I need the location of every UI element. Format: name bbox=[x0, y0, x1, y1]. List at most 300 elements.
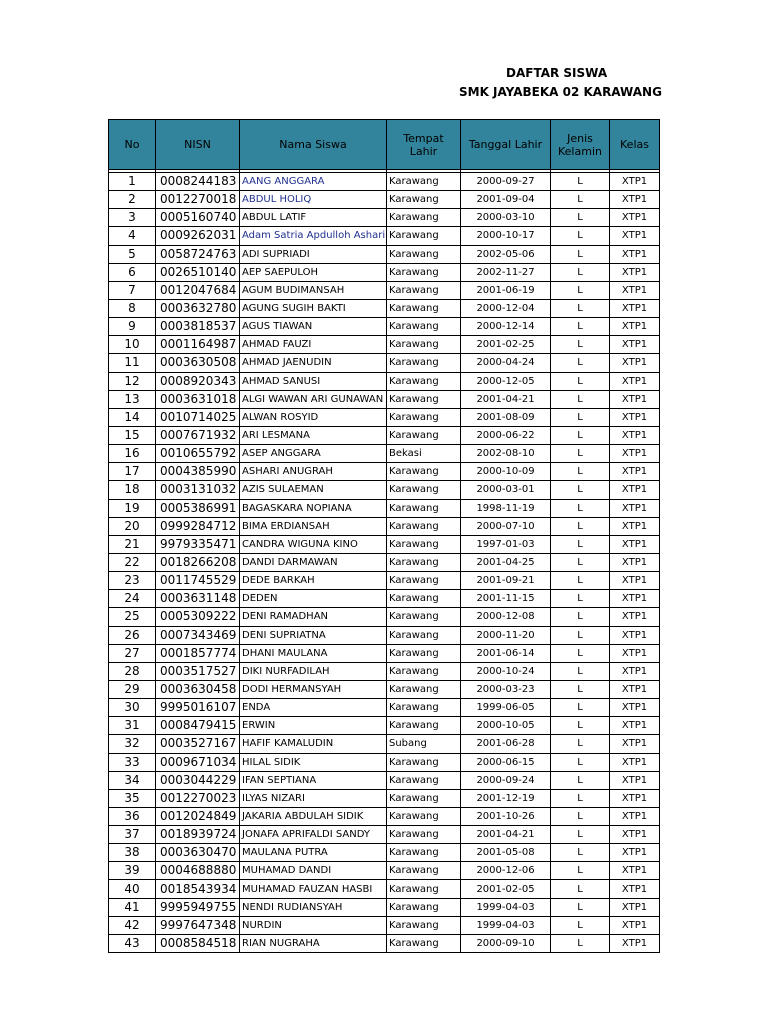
cell-nama-siswa: AEP SAEPULOH bbox=[240, 263, 387, 281]
cell-kelas: XTP1 bbox=[610, 445, 660, 463]
cell-nisn: 9997647348 bbox=[156, 916, 240, 934]
cell-tempat-lahir: Karawang bbox=[387, 934, 461, 952]
cell-kelas: XTP1 bbox=[610, 245, 660, 263]
cell-nama-siswa: ALWAN ROSYID bbox=[240, 408, 387, 426]
cell-jenis-kelamin: L bbox=[551, 390, 610, 408]
cell-kelas: XTP1 bbox=[610, 299, 660, 317]
cell-kelas: XTP1 bbox=[610, 281, 660, 299]
table-row bbox=[109, 517, 660, 535]
cell-tanggal-lahir: 2000-09-10 bbox=[461, 934, 551, 952]
table-row bbox=[109, 572, 660, 590]
cell-jenis-kelamin: L bbox=[551, 735, 610, 753]
cell-tanggal-lahir: 2002-11-27 bbox=[461, 263, 551, 281]
cell-no: 6 bbox=[109, 263, 156, 281]
cell-jenis-kelamin: L bbox=[551, 934, 610, 952]
cell-no: 21 bbox=[109, 535, 156, 553]
cell-kelas: XTP1 bbox=[610, 699, 660, 717]
cell-tanggal-lahir: 2000-12-04 bbox=[461, 299, 551, 317]
cell-nisn: 0012270023 bbox=[156, 789, 240, 807]
cell-nisn: 0999284712 bbox=[156, 517, 240, 535]
cell-nama-siswa: AZIS SULAEMAN bbox=[240, 481, 387, 499]
cell-tempat-lahir: Karawang bbox=[387, 807, 461, 825]
cell-tanggal-lahir: 2001-09-21 bbox=[461, 572, 551, 590]
cell-tempat-lahir: Karawang bbox=[387, 209, 461, 227]
cell-nama-siswa: ABDUL LATIF bbox=[240, 209, 387, 227]
cell-tempat-lahir: Karawang bbox=[387, 463, 461, 481]
cell-no: 25 bbox=[109, 608, 156, 626]
cell-jenis-kelamin: L bbox=[551, 191, 610, 209]
table-row bbox=[109, 626, 660, 644]
cell-no: 5 bbox=[109, 245, 156, 263]
cell-tanggal-lahir: 2000-03-23 bbox=[461, 680, 551, 698]
table-row bbox=[109, 898, 660, 916]
cell-tanggal-lahir: 1998-11-19 bbox=[461, 499, 551, 517]
cell-tempat-lahir: Karawang bbox=[387, 191, 461, 209]
cell-nama-siswa: BAGASKARA NOPIANA bbox=[240, 499, 387, 517]
cell-nama-siswa: MUHAMAD FAUZAN HASBI bbox=[240, 880, 387, 898]
cell-nama-siswa: BIMA ERDIANSAH bbox=[240, 517, 387, 535]
cell-tanggal-lahir: 2001-04-21 bbox=[461, 826, 551, 844]
cell-nisn: 9995016107 bbox=[156, 699, 240, 717]
cell-no: 33 bbox=[109, 753, 156, 771]
table-row bbox=[109, 263, 660, 281]
cell-jenis-kelamin: L bbox=[551, 463, 610, 481]
cell-kelas: XTP1 bbox=[610, 680, 660, 698]
cell-tempat-lahir: Karawang bbox=[387, 862, 461, 880]
cell-tempat-lahir: Karawang bbox=[387, 281, 461, 299]
cell-kelas: XTP1 bbox=[610, 553, 660, 571]
cell-nama-siswa: JAKARIA ABDULAH SIDIK bbox=[240, 807, 387, 825]
cell-no: 11 bbox=[109, 354, 156, 372]
cell-nama-siswa: ILYAS NIZARI bbox=[240, 789, 387, 807]
cell-no: 14 bbox=[109, 408, 156, 426]
table-row bbox=[109, 916, 660, 934]
cell-nisn: 0003632780 bbox=[156, 299, 240, 317]
cell-nama-siswa: ASHARI ANUGRAH bbox=[240, 463, 387, 481]
table-row bbox=[109, 191, 660, 209]
cell-jenis-kelamin: L bbox=[551, 535, 610, 553]
cell-nisn: 0018543934 bbox=[156, 880, 240, 898]
cell-tanggal-lahir: 2001-09-04 bbox=[461, 191, 551, 209]
cell-nisn: 0003527167 bbox=[156, 735, 240, 753]
table-row bbox=[109, 644, 660, 662]
cell-tanggal-lahir: 2000-03-10 bbox=[461, 209, 551, 227]
cell-tanggal-lahir: 2000-12-14 bbox=[461, 318, 551, 336]
cell-tempat-lahir: Karawang bbox=[387, 844, 461, 862]
cell-nama-siswa: MAULANA PUTRA bbox=[240, 844, 387, 862]
cell-tempat-lahir: Karawang bbox=[387, 771, 461, 789]
cell-nama-siswa: AANG ANGGARA bbox=[240, 173, 387, 191]
cell-jenis-kelamin: L bbox=[551, 354, 610, 372]
cell-tempat-lahir: Karawang bbox=[387, 227, 461, 245]
cell-tanggal-lahir: 2000-06-22 bbox=[461, 426, 551, 444]
cell-jenis-kelamin: L bbox=[551, 880, 610, 898]
cell-tempat-lahir: Karawang bbox=[387, 753, 461, 771]
cell-kelas: XTP1 bbox=[610, 789, 660, 807]
table-row bbox=[109, 789, 660, 807]
cell-nama-siswa: DIKI NURFADILAH bbox=[240, 662, 387, 680]
cell-nama-siswa: DENI RAMADHAN bbox=[240, 608, 387, 626]
cell-kelas: XTP1 bbox=[610, 844, 660, 862]
cell-tanggal-lahir: 1999-04-03 bbox=[461, 916, 551, 934]
table-row bbox=[109, 535, 660, 553]
cell-nama-siswa: ERWIN bbox=[240, 717, 387, 735]
cell-kelas: XTP1 bbox=[610, 572, 660, 590]
cell-tanggal-lahir: 1999-06-05 bbox=[461, 699, 551, 717]
col-header-nama: Nama Siswa bbox=[240, 120, 387, 170]
table-row bbox=[109, 735, 660, 753]
cell-kelas: XTP1 bbox=[610, 590, 660, 608]
cell-no: 10 bbox=[109, 336, 156, 354]
cell-tempat-lahir: Karawang bbox=[387, 717, 461, 735]
cell-no: 13 bbox=[109, 390, 156, 408]
table-row bbox=[109, 934, 660, 952]
cell-kelas: XTP1 bbox=[610, 481, 660, 499]
cell-jenis-kelamin: L bbox=[551, 445, 610, 463]
cell-kelas: XTP1 bbox=[610, 354, 660, 372]
table-row bbox=[109, 699, 660, 717]
cell-kelas: XTP1 bbox=[610, 227, 660, 245]
cell-nama-siswa: DENI SUPRIATNA bbox=[240, 626, 387, 644]
cell-kelas: XTP1 bbox=[610, 372, 660, 390]
cell-no: 2 bbox=[109, 191, 156, 209]
cell-kelas: XTP1 bbox=[610, 735, 660, 753]
cell-jenis-kelamin: L bbox=[551, 281, 610, 299]
cell-nama-siswa: AGUNG SUGIH BAKTI bbox=[240, 299, 387, 317]
cell-jenis-kelamin: L bbox=[551, 263, 610, 281]
cell-tempat-lahir: Karawang bbox=[387, 408, 461, 426]
cell-jenis-kelamin: L bbox=[551, 608, 610, 626]
cell-nama-siswa: HAFIF KAMALUDIN bbox=[240, 735, 387, 753]
cell-nama-siswa: DANDI DARMAWAN bbox=[240, 553, 387, 571]
cell-tempat-lahir: Karawang bbox=[387, 336, 461, 354]
cell-no: 16 bbox=[109, 445, 156, 463]
cell-no: 26 bbox=[109, 626, 156, 644]
table-row bbox=[109, 336, 660, 354]
table-row bbox=[109, 553, 660, 571]
cell-no: 12 bbox=[109, 372, 156, 390]
cell-tanggal-lahir: 2000-11-20 bbox=[461, 626, 551, 644]
cell-jenis-kelamin: L bbox=[551, 826, 610, 844]
cell-tanggal-lahir: 2000-10-24 bbox=[461, 662, 551, 680]
cell-nama-siswa: MUHAMAD DANDI bbox=[240, 862, 387, 880]
cell-tempat-lahir: Karawang bbox=[387, 426, 461, 444]
cell-kelas: XTP1 bbox=[610, 717, 660, 735]
table-row bbox=[109, 862, 660, 880]
table-row bbox=[109, 209, 660, 227]
cell-nisn: 0003131032 bbox=[156, 481, 240, 499]
cell-tempat-lahir: Karawang bbox=[387, 608, 461, 626]
cell-tempat-lahir: Karawang bbox=[387, 789, 461, 807]
cell-no: 27 bbox=[109, 644, 156, 662]
cell-tanggal-lahir: 2000-10-05 bbox=[461, 717, 551, 735]
cell-jenis-kelamin: L bbox=[551, 572, 610, 590]
cell-tanggal-lahir: 2001-06-19 bbox=[461, 281, 551, 299]
cell-nama-siswa: NURDIN bbox=[240, 916, 387, 934]
cell-jenis-kelamin: L bbox=[551, 590, 610, 608]
cell-nama-siswa: DEDE BARKAH bbox=[240, 572, 387, 590]
cell-tempat-lahir: Karawang bbox=[387, 916, 461, 934]
cell-tempat-lahir: Karawang bbox=[387, 699, 461, 717]
cell-nisn: 0018939724 bbox=[156, 826, 240, 844]
cell-tanggal-lahir: 2002-08-10 bbox=[461, 445, 551, 463]
cell-nisn: 0026510140 bbox=[156, 263, 240, 281]
cell-nisn: 0007343469 bbox=[156, 626, 240, 644]
table-row bbox=[109, 390, 660, 408]
cell-jenis-kelamin: L bbox=[551, 680, 610, 698]
cell-tempat-lahir: Karawang bbox=[387, 662, 461, 680]
cell-kelas: XTP1 bbox=[610, 807, 660, 825]
cell-tempat-lahir: Karawang bbox=[387, 680, 461, 698]
cell-nisn: 0003517527 bbox=[156, 662, 240, 680]
cell-kelas: XTP1 bbox=[610, 408, 660, 426]
cell-nisn: 0005160740 bbox=[156, 209, 240, 227]
cell-nisn: 0012024849 bbox=[156, 807, 240, 825]
cell-no: 7 bbox=[109, 281, 156, 299]
cell-kelas: XTP1 bbox=[610, 608, 660, 626]
cell-jenis-kelamin: L bbox=[551, 336, 610, 354]
cell-nisn: 0004688880 bbox=[156, 862, 240, 880]
table-row bbox=[109, 590, 660, 608]
cell-no: 28 bbox=[109, 662, 156, 680]
cell-nisn: 0003044229 bbox=[156, 771, 240, 789]
table-row bbox=[109, 426, 660, 444]
cell-nisn: 0008244183 bbox=[156, 173, 240, 191]
student-table bbox=[108, 119, 660, 953]
cell-tempat-lahir: Karawang bbox=[387, 299, 461, 317]
cell-nama-siswa: DODI HERMANSYAH bbox=[240, 680, 387, 698]
cell-nama-siswa: AGUS TIAWAN bbox=[240, 318, 387, 336]
col-header-nisn: NISN bbox=[156, 120, 240, 170]
col-header-no: No bbox=[109, 120, 156, 170]
table-row bbox=[109, 608, 660, 626]
cell-no: 17 bbox=[109, 463, 156, 481]
cell-jenis-kelamin: L bbox=[551, 299, 610, 317]
cell-no: 9 bbox=[109, 318, 156, 336]
cell-tempat-lahir: Karawang bbox=[387, 372, 461, 390]
table-row bbox=[109, 318, 660, 336]
cell-tanggal-lahir: 2001-02-05 bbox=[461, 880, 551, 898]
cell-tanggal-lahir: 2000-04-24 bbox=[461, 354, 551, 372]
cell-nisn: 0018266208 bbox=[156, 553, 240, 571]
col-header-kelas: Kelas bbox=[610, 120, 660, 170]
cell-nisn: 0004385990 bbox=[156, 463, 240, 481]
cell-tempat-lahir: Karawang bbox=[387, 880, 461, 898]
cell-nisn: 0003630458 bbox=[156, 680, 240, 698]
cell-tempat-lahir: Karawang bbox=[387, 572, 461, 590]
cell-tanggal-lahir: 2001-12-19 bbox=[461, 789, 551, 807]
table-row bbox=[109, 807, 660, 825]
cell-kelas: XTP1 bbox=[610, 390, 660, 408]
cell-kelas: XTP1 bbox=[610, 916, 660, 934]
cell-kelas: XTP1 bbox=[610, 517, 660, 535]
cell-kelas: XTP1 bbox=[610, 426, 660, 444]
cell-nisn: 0012047684 bbox=[156, 281, 240, 299]
col-header-jenis: Jenis Kelamin bbox=[551, 120, 610, 170]
cell-tempat-lahir: Karawang bbox=[387, 626, 461, 644]
cell-tanggal-lahir: 2001-10-26 bbox=[461, 807, 551, 825]
cell-tanggal-lahir: 2000-03-01 bbox=[461, 481, 551, 499]
col-header-tempat: Tempat Lahir bbox=[387, 120, 461, 170]
cell-tempat-lahir: Karawang bbox=[387, 826, 461, 844]
cell-tanggal-lahir: 2000-12-05 bbox=[461, 372, 551, 390]
cell-jenis-kelamin: L bbox=[551, 372, 610, 390]
cell-tempat-lahir: Karawang bbox=[387, 517, 461, 535]
cell-tanggal-lahir: 2001-11-15 bbox=[461, 590, 551, 608]
cell-no: 19 bbox=[109, 499, 156, 517]
cell-jenis-kelamin: L bbox=[551, 898, 610, 916]
cell-jenis-kelamin: L bbox=[551, 644, 610, 662]
cell-no: 20 bbox=[109, 517, 156, 535]
cell-nama-siswa: IFAN SEPTIANA bbox=[240, 771, 387, 789]
cell-no: 32 bbox=[109, 735, 156, 753]
cell-no: 36 bbox=[109, 807, 156, 825]
cell-nama-siswa: ABDUL HOLIQ bbox=[240, 191, 387, 209]
cell-nisn: 0005386991 bbox=[156, 499, 240, 517]
cell-kelas: XTP1 bbox=[610, 263, 660, 281]
cell-nisn: 0012270018 bbox=[156, 191, 240, 209]
cell-nisn: 9979335471 bbox=[156, 535, 240, 553]
cell-kelas: XTP1 bbox=[610, 880, 660, 898]
cell-no: 41 bbox=[109, 898, 156, 916]
cell-no: 31 bbox=[109, 717, 156, 735]
cell-jenis-kelamin: L bbox=[551, 481, 610, 499]
cell-kelas: XTP1 bbox=[610, 644, 660, 662]
cell-no: 1 bbox=[109, 173, 156, 191]
cell-no: 18 bbox=[109, 481, 156, 499]
cell-jenis-kelamin: L bbox=[551, 517, 610, 535]
cell-no: 34 bbox=[109, 771, 156, 789]
table-row bbox=[109, 771, 660, 789]
table-row bbox=[109, 717, 660, 735]
cell-kelas: XTP1 bbox=[610, 209, 660, 227]
cell-tempat-lahir: Karawang bbox=[387, 173, 461, 191]
cell-kelas: XTP1 bbox=[610, 826, 660, 844]
cell-nama-siswa: ARI LESMANA bbox=[240, 426, 387, 444]
cell-jenis-kelamin: L bbox=[551, 771, 610, 789]
cell-no: 37 bbox=[109, 826, 156, 844]
cell-no: 43 bbox=[109, 934, 156, 952]
cell-tanggal-lahir: 2000-09-27 bbox=[461, 173, 551, 191]
cell-jenis-kelamin: L bbox=[551, 807, 610, 825]
cell-nama-siswa: DEDEN bbox=[240, 590, 387, 608]
cell-no: 39 bbox=[109, 862, 156, 880]
cell-tanggal-lahir: 2001-04-25 bbox=[461, 553, 551, 571]
cell-tanggal-lahir: 2000-09-24 bbox=[461, 771, 551, 789]
cell-nama-siswa: Adam Satria Apdulloh Ashari bbox=[240, 227, 387, 245]
table-row bbox=[109, 408, 660, 426]
cell-jenis-kelamin: L bbox=[551, 662, 610, 680]
cell-tanggal-lahir: 2000-12-06 bbox=[461, 862, 551, 880]
cell-tempat-lahir: Karawang bbox=[387, 390, 461, 408]
cell-tanggal-lahir: 2001-06-28 bbox=[461, 735, 551, 753]
cell-nisn: 9995949755 bbox=[156, 898, 240, 916]
table-header-row bbox=[109, 120, 660, 170]
cell-no: 3 bbox=[109, 209, 156, 227]
cell-nisn: 0058724763 bbox=[156, 245, 240, 263]
cell-jenis-kelamin: L bbox=[551, 916, 610, 934]
cell-kelas: XTP1 bbox=[610, 934, 660, 952]
cell-nama-siswa: NENDI RUDIANSYAH bbox=[240, 898, 387, 916]
cell-jenis-kelamin: L bbox=[551, 426, 610, 444]
cell-jenis-kelamin: L bbox=[551, 699, 610, 717]
cell-jenis-kelamin: L bbox=[551, 553, 610, 571]
cell-jenis-kelamin: L bbox=[551, 862, 610, 880]
cell-jenis-kelamin: L bbox=[551, 844, 610, 862]
cell-kelas: XTP1 bbox=[610, 499, 660, 517]
cell-tempat-lahir: Karawang bbox=[387, 245, 461, 263]
cell-tanggal-lahir: 2002-05-06 bbox=[461, 245, 551, 263]
cell-kelas: XTP1 bbox=[610, 191, 660, 209]
cell-kelas: XTP1 bbox=[610, 771, 660, 789]
cell-tanggal-lahir: 2000-10-17 bbox=[461, 227, 551, 245]
table-row bbox=[109, 826, 660, 844]
cell-no: 8 bbox=[109, 299, 156, 317]
table-row bbox=[109, 281, 660, 299]
cell-tempat-lahir: Karawang bbox=[387, 644, 461, 662]
cell-tempat-lahir: Subang bbox=[387, 735, 461, 753]
cell-nama-siswa: AHMAD FAUZI bbox=[240, 336, 387, 354]
cell-tempat-lahir: Karawang bbox=[387, 499, 461, 517]
cell-kelas: XTP1 bbox=[610, 626, 660, 644]
cell-tanggal-lahir: 1997-01-03 bbox=[461, 535, 551, 553]
cell-tempat-lahir: Karawang bbox=[387, 553, 461, 571]
cell-tempat-lahir: Karawang bbox=[387, 263, 461, 281]
cell-tanggal-lahir: 2000-06-15 bbox=[461, 753, 551, 771]
cell-jenis-kelamin: L bbox=[551, 209, 610, 227]
cell-nama-siswa: ENDA bbox=[240, 699, 387, 717]
cell-no: 38 bbox=[109, 844, 156, 862]
cell-nisn: 0001857774 bbox=[156, 644, 240, 662]
cell-jenis-kelamin: L bbox=[551, 408, 610, 426]
cell-no: 30 bbox=[109, 699, 156, 717]
cell-jenis-kelamin: L bbox=[551, 499, 610, 517]
cell-nisn: 0008920343 bbox=[156, 372, 240, 390]
cell-nama-siswa: AGUM BUDIMANSAH bbox=[240, 281, 387, 299]
table-body bbox=[109, 173, 660, 953]
cell-tempat-lahir: Karawang bbox=[387, 318, 461, 336]
cell-no: 29 bbox=[109, 680, 156, 698]
table-row bbox=[109, 662, 660, 680]
cell-nisn: 0009671034 bbox=[156, 753, 240, 771]
cell-nisn: 0010655792 bbox=[156, 445, 240, 463]
cell-nisn: 0001164987 bbox=[156, 336, 240, 354]
col-header-tanggal: Tanggal Lahir bbox=[461, 120, 551, 170]
cell-tempat-lahir: Karawang bbox=[387, 898, 461, 916]
cell-nama-siswa: DHANI MAULANA bbox=[240, 644, 387, 662]
table-row bbox=[109, 245, 660, 263]
cell-kelas: XTP1 bbox=[610, 336, 660, 354]
table-row bbox=[109, 499, 660, 517]
cell-nama-siswa: HILAL SIDIK bbox=[240, 753, 387, 771]
cell-jenis-kelamin: L bbox=[551, 173, 610, 191]
table-row bbox=[109, 463, 660, 481]
cell-nama-siswa: ADI SUPRIADI bbox=[240, 245, 387, 263]
table-row bbox=[109, 372, 660, 390]
cell-no: 42 bbox=[109, 916, 156, 934]
cell-nisn: 0003631018 bbox=[156, 390, 240, 408]
cell-nisn: 0003818537 bbox=[156, 318, 240, 336]
table-row bbox=[109, 173, 660, 191]
table-row bbox=[109, 844, 660, 862]
cell-kelas: XTP1 bbox=[610, 662, 660, 680]
cell-jenis-kelamin: L bbox=[551, 753, 610, 771]
cell-tempat-lahir: Karawang bbox=[387, 354, 461, 372]
cell-no: 4 bbox=[109, 227, 156, 245]
cell-nisn: 0007671932 bbox=[156, 426, 240, 444]
cell-no: 40 bbox=[109, 880, 156, 898]
table-row bbox=[109, 880, 660, 898]
